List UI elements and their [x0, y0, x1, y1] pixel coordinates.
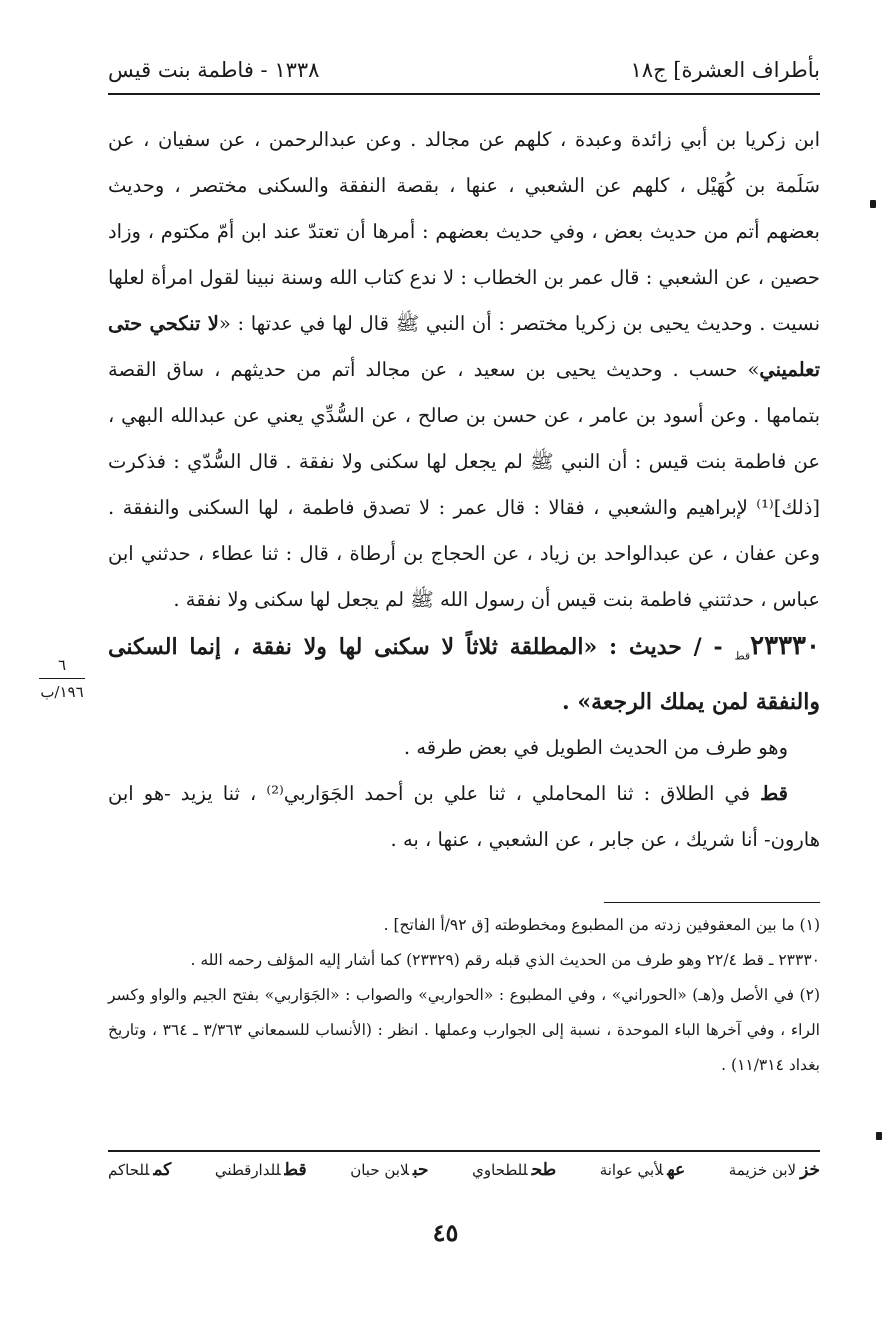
running-header	[108, 52, 820, 88]
header-section-title: ١٣٣٨ - فاطمة بنت قيس	[108, 58, 320, 82]
manuscript-folio-note	[26, 656, 98, 701]
hadith-source	[108, 771, 820, 863]
body-text-part-1: ابن زكريا بن أبي زائدة وعبدة ، كلهم عن مجالد . وعن عبدالرحمن ، عن سفيان ، عن سَلَمة بن كُهَيْل ، كلهم عن الشعبي ، عنها ، بقصة النفقة والسكنى مختصر ، وحديث بعضهم أتم من حديث بعض ، وفي حديث بعضهم : أمرها أن تعتدّ عند ابن أمّ مكتوم ، وزاد حصين ، عن الشعبي : قال عمر بن الخطاب : لا ندع كتاب الله وسنة نبينا لقول امرأة لعلها نسيت . وحديث يحيى بن زكريا مختصر : أن النبي ﷺ قال لها في عدتها : «	[108, 128, 820, 335]
abbr-item: خزلابن خزيمة	[728, 1160, 820, 1180]
hadith-number: ٢٣٣٣٠	[750, 631, 820, 661]
abbreviation-key	[108, 1160, 820, 1180]
main-text	[108, 117, 820, 863]
source-chain: في الطلاق : ثنا المحاملي ، ثنا علي بن أحمد الجَوَاربي⁽²⁾ ، ثنا يزيد -هو ابن هارون- أنا شريك ، عن جابر ، عن الشعبي ، عنها ، به .	[108, 782, 820, 852]
hadith-sigla: قط	[734, 649, 751, 663]
abbreviation-rule	[108, 1150, 820, 1152]
footnote-separator	[604, 902, 820, 903]
margin-dot	[870, 200, 876, 208]
abbr-item: قطللدارقطني	[214, 1160, 307, 1180]
hadith-note: وهو طرف من الحديث الطويل في بعض طرقه .	[403, 736, 788, 760]
footnotes	[108, 908, 820, 1083]
page-number: ٤٥	[432, 1218, 459, 1247]
abbr-item: حبلابن حبان	[350, 1160, 429, 1180]
folio-note-top: ٦	[57, 656, 67, 674]
body-text-part-2: » حسب . وحديث يحيى بن سعيد ، عن مجالد أتم من حديثهم ، ساق القصة بتمامها . وعن أسود بن عامر ، عن حسن بن صالح ، عن السُّدِّي يعني عن عبدالله البهي ، عن فاطمة بنت قيس : أن النبي ﷺ لم يجعل لها سكنى ولا نفقة . قال السُّدّي : فذكرت [ذلك]⁽¹⁾ لإبراهيم والشعبي ، فقالا : قال عمر : لا تصدق فاطمة ، لها السكنى والنفقة . وعن عفان ، عن عبدالواحد بن زياد ، عن الحجاج بن أرطاة ، قال : ثنا عطاء ، حدثني ابن عباس ، حدثتني فاطمة بنت قيس أن رسول الله ﷺ لم يجعل لها سكنى ولا نفقة .	[108, 358, 821, 611]
abbr-item: طحللطحاوي	[472, 1160, 557, 1180]
footnote-2: (٢) في الأصل و(هـ) «الحوراني» ، وفي المطبوع : «الحواربي» والصواب : «الجَوَاربي» بفتح الجيم والواو وكسر الراء ، وفي آخرها الباء الموحدة ، نسبة إلى الجوارب وعملها . انظر : (الأنساب للسمعاني ٣/٣٦٣ ـ ٣٦٤ ، وتاريخ بغداد ١١/٣١٤) .	[108, 986, 820, 1074]
abbr-item: عهلأبي عوانة	[599, 1160, 686, 1180]
source-code: قط	[760, 782, 788, 806]
header-rule	[108, 93, 820, 95]
folio-note-divider	[39, 678, 85, 679]
abbr-item: كمللحاكم	[108, 1160, 172, 1180]
footnote-1: (١) ما بين المعقوفين زدته من المطبوع ومخطوطته [ق ٩٢/أ الفاتح] .	[383, 916, 820, 934]
header-volume-title: بأطراف العشرة] ج١٨	[630, 58, 820, 82]
hadith-heading	[108, 623, 820, 725]
footnote-hadith-reference: ٢٣٣٣٠ ـ قط ٢٢/٤ وهو طرف من الحديث الذي قبله رقم (٢٣٣٢٩) كما أشار إليه المؤلف رحمه الله .	[190, 951, 820, 969]
margin-dot	[876, 1132, 882, 1140]
folio-note-bottom: ١٩٦/ب	[40, 683, 84, 701]
body-paragraph	[108, 117, 820, 623]
quoted-hadith-phrase: لا تنكحي حتى تعلميني	[108, 312, 820, 381]
hadith-title-text: - / حديث : «المطلقة ثلاثاً لا سكنى لها ولا نفقة ، إنما السكنى والنفقة لمن يملك الرجعة» .	[108, 634, 820, 716]
hadith-entry	[108, 623, 820, 863]
